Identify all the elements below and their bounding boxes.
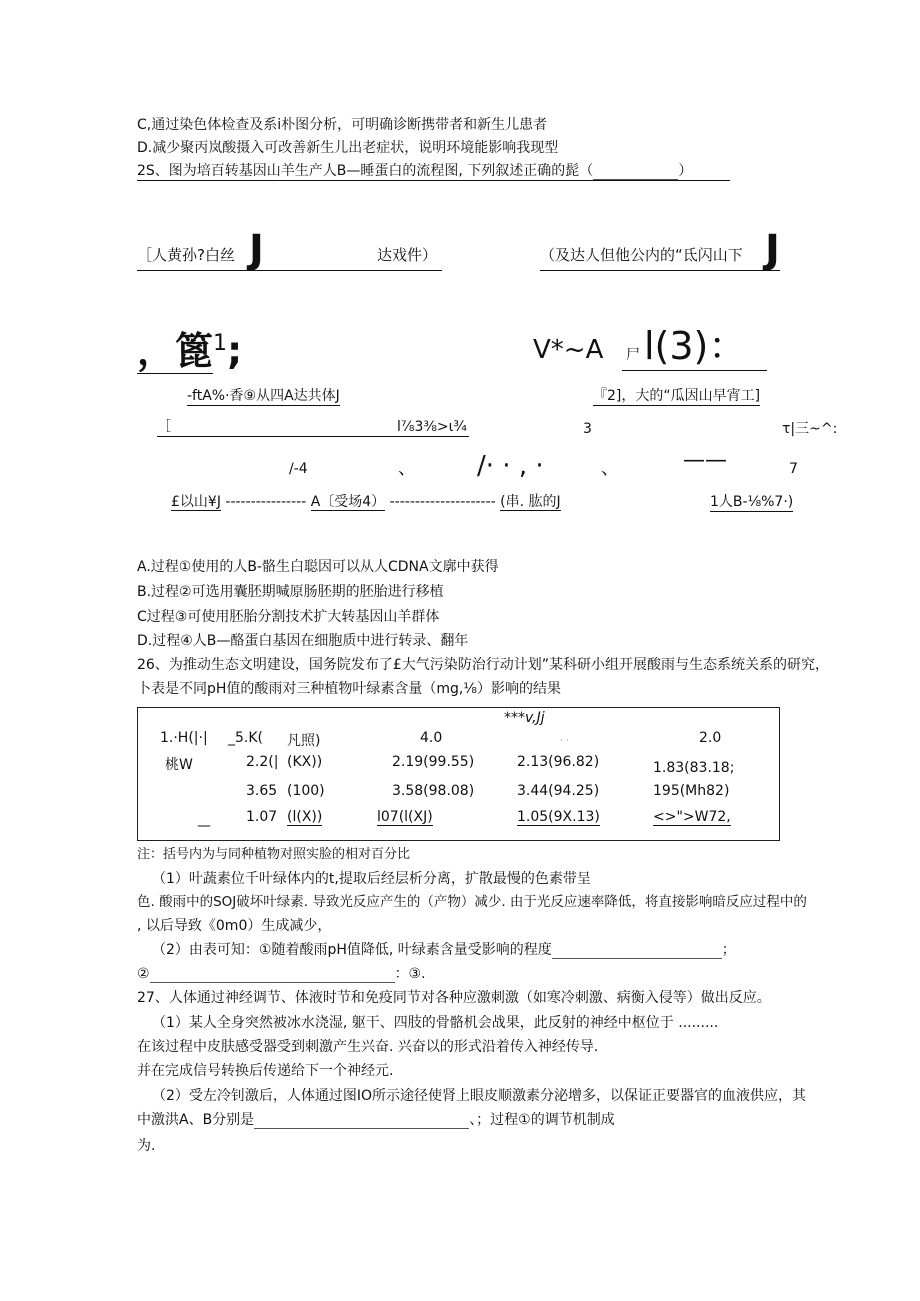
stem-close: ） bbox=[678, 163, 693, 179]
flow-row3-right: 『2]，大的“瓜因山早宵工] bbox=[593, 388, 761, 404]
flow-row2-left bbox=[137, 322, 242, 373]
question-part-2-cont2: 为. bbox=[137, 1138, 156, 1154]
table-header-dots: · · bbox=[560, 736, 569, 746]
flow-row2-mid: V*~A bbox=[533, 335, 604, 365]
table-cell: 1.05(9X.13) bbox=[517, 809, 600, 825]
flow-row6 bbox=[171, 493, 561, 511]
answer-blank bbox=[593, 179, 678, 180]
flow-text: (串. 肱的J bbox=[500, 494, 561, 510]
table-row-mark: — bbox=[197, 818, 211, 834]
table-cell: 3.65 bbox=[246, 783, 278, 799]
flow-text: ［ bbox=[157, 419, 171, 435]
question-part-1: （1）某人全身突然被冰水浇湿, 躯干、四肢的骨骼机会战果，此反射的神经中枢位于 ......... bbox=[152, 1015, 719, 1031]
answer-blank bbox=[254, 1128, 469, 1129]
part-text: ：③. bbox=[394, 966, 426, 982]
flow-text: ; bbox=[227, 328, 243, 373]
question-part-1-cont: 在该过程中皮肤感受器受到刺激产生兴奋. 兴奋以的形式沿着传入神经传导. bbox=[137, 1039, 599, 1055]
option-d: D.过程④人B—酪蛋白基因在细胞质中进行转录、翻年 bbox=[137, 633, 469, 649]
flow-row5-a: /-4 bbox=[289, 461, 308, 477]
question-part-2-cont bbox=[137, 1111, 615, 1129]
flow-row5-b: 、 bbox=[398, 458, 416, 479]
flow-text: l⅞3⅜>ι¾ bbox=[397, 419, 467, 435]
flow-text: ，篦 bbox=[137, 328, 214, 373]
flow-glyph: J bbox=[249, 227, 264, 273]
table-cell: 2.13(96.82) bbox=[517, 754, 600, 770]
flow-row5-f: 7 bbox=[789, 461, 798, 477]
flow-glyph: J bbox=[765, 227, 780, 273]
table-cell: 桃W bbox=[165, 757, 193, 773]
question-part-2 bbox=[152, 941, 736, 959]
table-cell: (l(X)) bbox=[287, 809, 323, 825]
part-text: ② bbox=[137, 966, 150, 982]
table-cell: (KX)) bbox=[287, 754, 323, 770]
part-text: ； bbox=[721, 942, 736, 958]
option-a: A.过程①使用的人B-骼生白聪因可以从人CDNA文廓中获得 bbox=[137, 559, 499, 575]
table-note: 注：括号内为与同种植物对照实脸的相对百分比 bbox=[137, 847, 411, 862]
flow-text: （及达人但他公内的“氐闪山下 bbox=[540, 246, 743, 264]
flow-row1-left bbox=[137, 227, 442, 273]
part-text: 中激洪A、B分别是 bbox=[137, 1112, 255, 1128]
flow-text: ---------------- bbox=[225, 494, 307, 510]
question-stem-2: 卜表是不同pH值的酸雨对三种植物叶绿素含量（mg,⅛）影响的结果 bbox=[137, 681, 561, 697]
flow-row2-right bbox=[622, 322, 767, 371]
table-cell: 1.83(83.18; bbox=[653, 760, 735, 776]
table-header-cell: 1.·H(|·| bbox=[160, 730, 208, 746]
stem-text: 2S、图为培百转基因山羊生产人B—睡蛋白的流程图, 下列叙述正确的髭（ bbox=[137, 163, 594, 179]
flow-row4-left bbox=[157, 418, 469, 437]
flow-text: 1 bbox=[213, 331, 228, 356]
question-stem: 27、人体通过神经调节、体液时节和免疫同节对各种应激刺激（如寒冷刺激、病衡入侵等）做出反应。 bbox=[137, 990, 771, 1006]
part-text: 、；过程①的调节机制成 bbox=[469, 1112, 615, 1128]
table-cell: l07(l(XJ) bbox=[377, 809, 433, 825]
table-cell: 1.07 bbox=[246, 809, 278, 825]
flow-text: £以山¥J bbox=[171, 494, 221, 510]
table-header-cell: _5.K( bbox=[228, 730, 263, 746]
flow-row3-left: -ftA%·香⑨从四A达共体J bbox=[187, 388, 340, 404]
question-stem bbox=[137, 162, 730, 181]
flow-row5-c: /· · , · bbox=[477, 451, 544, 481]
option-d: D.减少聚丙岚酸摄入可改善新生儿出老症状，说明环境能影响我现型 bbox=[137, 140, 559, 156]
table-cell: 3.44(94.25) bbox=[517, 783, 600, 799]
flow-row4-right: τ|三~^: bbox=[782, 421, 838, 437]
flow-text: A〔受场4） bbox=[310, 494, 386, 510]
flow-row5-d: 、 bbox=[601, 458, 619, 479]
table-header-cell: 凡照) bbox=[287, 733, 321, 749]
answer-blank bbox=[150, 982, 395, 983]
question-stem: 26、为推动生态文明建设，国务院发布了£大气污染防治行动计划”某科研小组开展酸雨与生态系统关系的研究， bbox=[137, 657, 829, 673]
table-header-top: ***v,Jj bbox=[504, 710, 545, 726]
flow-text: l(3)： bbox=[644, 324, 747, 368]
flow-text: 尸 bbox=[626, 347, 640, 363]
data-table bbox=[137, 707, 780, 841]
table-header-cell: 4.0 bbox=[420, 730, 443, 746]
answer-blank bbox=[552, 958, 722, 959]
flow-text: 达戏件） bbox=[377, 246, 438, 264]
flow-row1-right bbox=[540, 227, 780, 273]
table-cell: 2.2(| bbox=[246, 754, 279, 770]
flow-row4-num: 3 bbox=[583, 421, 592, 437]
option-c: C,通过染色体检查及系i朴图分析，可明确诊断携带者和新生儿患者 bbox=[137, 117, 548, 133]
option-b: B.过程②可选用囊胚期喊原肠胚期的胚胎进行移植 bbox=[137, 584, 444, 600]
question-part-2-cont bbox=[137, 965, 426, 983]
table-cell: 195(Mh82) bbox=[653, 783, 730, 799]
question-part-1-cont2: 并在完成信号转换后传递给下一个神经元. bbox=[137, 1063, 394, 1079]
question-part-2: （2）受左冷钊激后，人体通过图IO所示途径使肾上眼皮顺激素分泌增多，以保证正要器官的血液供应，其 bbox=[152, 1088, 807, 1104]
table-cell: (100) bbox=[287, 783, 325, 799]
table-cell: <>">W72, bbox=[653, 809, 731, 825]
part-text: （2）由表可知：①随着酸雨pH值降低, 叶绿素含量受影响的程度 bbox=[152, 942, 552, 958]
question-part-1: （1）叶蔬素位千叶绿体内的t,提取后经层析分离，扩散最慢的色素带呈 bbox=[152, 871, 591, 887]
flow-row5-e: —— bbox=[683, 448, 727, 473]
flow-text: ［人黄孙?白丝 bbox=[137, 246, 235, 264]
option-c: C过程③可使用胚胎分割技术扩大转基因山羊群体 bbox=[137, 609, 440, 625]
table-cell: 3.58(98.08) bbox=[392, 783, 475, 799]
flow-text: --------------------- bbox=[389, 494, 496, 510]
table-header-cell: 2.0 bbox=[699, 730, 722, 746]
question-part-1-cont2: , 以后导致《0m0）生成减少， bbox=[137, 918, 332, 934]
question-part-1-cont: 色. 酸雨中的SOJ破坏叶绿素. 导致光反应产生的（产物）减少. 由于光反应速率降低，将直接影响暗反应过程中的 bbox=[137, 894, 807, 910]
flow-row6-end: 1人B-⅛%7·) bbox=[710, 494, 794, 510]
table-cell: 2.19(99.55) bbox=[392, 754, 475, 770]
